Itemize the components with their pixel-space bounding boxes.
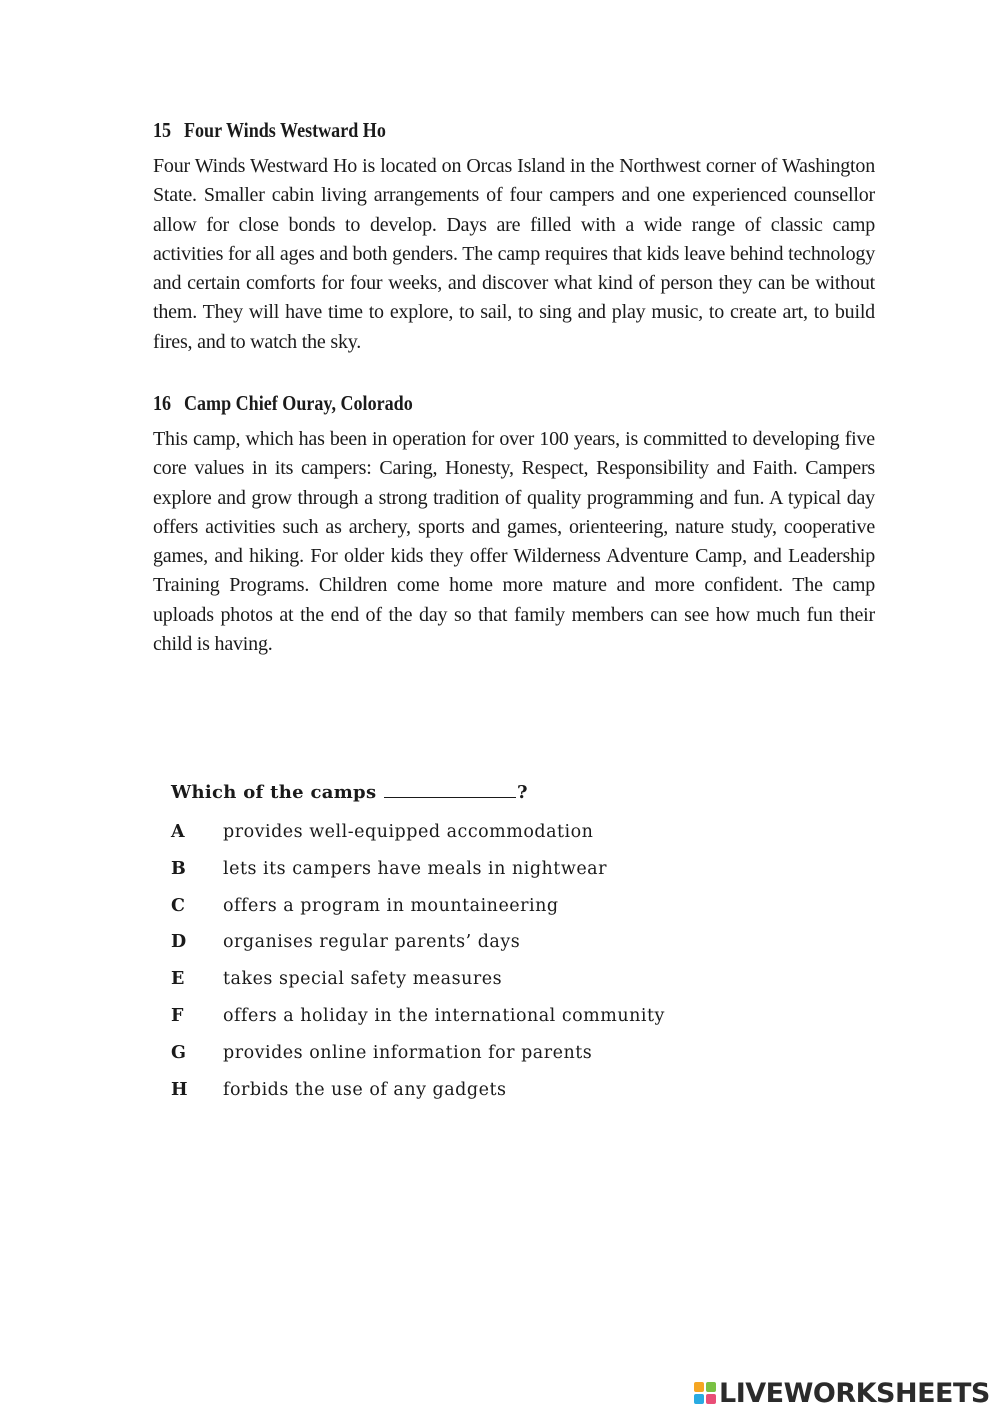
logo-tiles-icon: [694, 1382, 716, 1404]
option-h: [171, 1080, 871, 1117]
section-16: [153, 389, 875, 659]
option-letter: G: [171, 1042, 187, 1063]
question-stem-text: Which of the camps: [171, 782, 377, 803]
option-text: offers a holiday in the international community: [223, 1005, 665, 1026]
section-heading: [153, 389, 774, 417]
option-text: lets its campers have meals in nightwear: [223, 858, 607, 879]
option-list: [171, 822, 871, 1116]
option-letter: D: [171, 932, 187, 953]
section-number: 15: [153, 118, 172, 142]
option-c: [171, 896, 871, 933]
option-a: [171, 822, 871, 859]
logo-tile: [706, 1382, 716, 1392]
question-mark: ?: [516, 782, 528, 803]
question-stem: [171, 778, 871, 808]
option-text: offers a program in mountaineering: [223, 895, 559, 916]
logo-tile: [706, 1394, 716, 1404]
option-letter: B: [171, 858, 187, 879]
option-f: [171, 1006, 871, 1043]
option-b: [171, 859, 871, 896]
option-text: forbids the use of any gadgets: [223, 1079, 507, 1100]
option-letter: F: [171, 1005, 184, 1026]
section-text: This camp, which has been in operation for over 100 years, is committed to developing five core values in its campers: Caring, Honesty, Respect, Responsibility and Faith. Campers explore and grow through a strong tradition of quality programming and fun. A typical day offers activities such as archery, sports and games, orienteering, nature study, cooperative games, and hiking. For older kids they offer Wilderness Adventure Camp, and Leadership Training Programs. Children come home more mature and more confident. The camp uploads photos at the end of the day so that family members can see how much fun their child is having.: [153, 428, 875, 656]
section-heading: [153, 116, 774, 144]
option-letter: E: [171, 969, 185, 990]
option-e: [171, 969, 871, 1006]
option-text: provides online information for parents: [223, 1042, 593, 1063]
option-g: [171, 1043, 871, 1080]
logo-tile: [694, 1382, 704, 1392]
option-text: organises regular parents’ days: [223, 932, 521, 953]
section-title: Four Winds Westward Ho: [183, 118, 386, 142]
answer-blank: [384, 779, 516, 798]
logo-text: LIVEWORKSHEETS: [719, 1377, 990, 1409]
option-letter: H: [171, 1079, 189, 1100]
liveworksheets-logo: [694, 1376, 990, 1410]
section-15: [153, 116, 875, 357]
section-title: Camp Chief Ouray, Colorado: [183, 391, 413, 415]
option-d: [171, 932, 871, 969]
option-text: takes special safety measures: [223, 969, 503, 990]
section-text: Four Winds Westward Ho is located on Orcas Island in the Northwest corner of Washington State. Smaller cabin living arrangements of four campers and one experienced counsellor allow for close bonds to develop. Days are filled with a wide range of classic camp activities for all ages and both genders. The camp requires that kids leave behind technology and certain comforts for four weeks, and discover what kind of person they can be without them. They will have time to explore, to sail, to sing and play music, to create art, to build fires, and to watch the sky.: [153, 155, 875, 353]
logo-tile: [694, 1394, 704, 1404]
option-text: provides well-equipped accommodation: [223, 822, 594, 842]
option-letter: A: [171, 822, 186, 842]
section-number: 16: [153, 391, 172, 415]
question-block: [171, 778, 871, 1116]
option-letter: C: [171, 895, 186, 916]
